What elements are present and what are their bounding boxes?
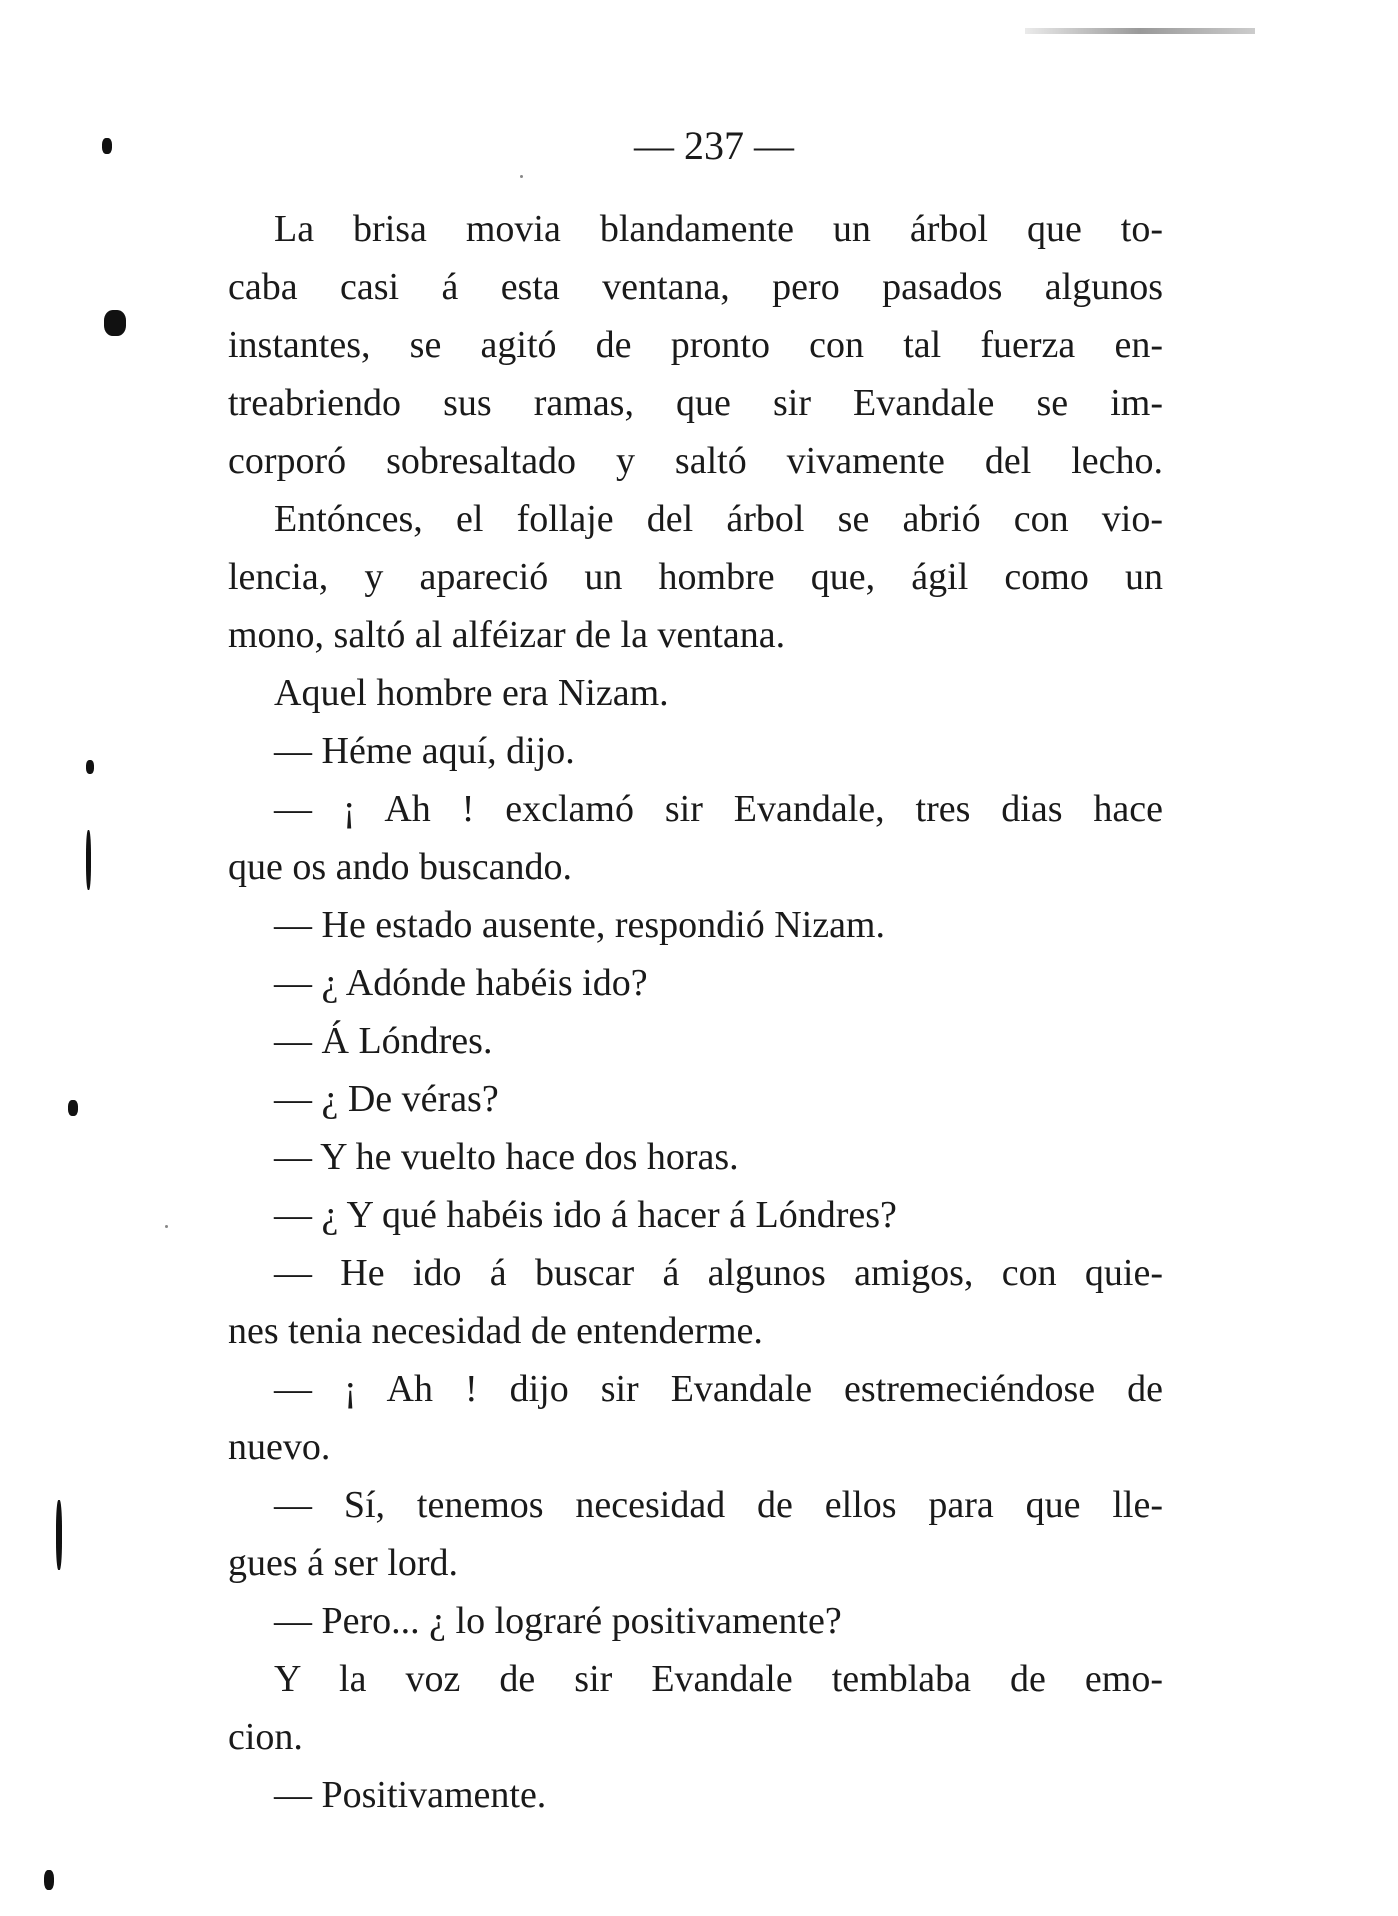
text-line: — Héme aquí, dijo. — [274, 730, 575, 772]
ink-mark — [56, 1500, 62, 1570]
text-line: corporó sobresaltado y saltó vivamente del lecho. — [228, 440, 1163, 482]
text-line: treabriendo sus ramas, que sir Evandale se im- — [228, 382, 1163, 424]
text-line: Y la voz de sir Evandale temblaba de emo- — [274, 1658, 1163, 1700]
ink-mark — [44, 1870, 54, 1890]
text-line: instantes, se agitó de pronto con tal fuerza en- — [228, 324, 1163, 366]
text-line: gues á ser lord. — [228, 1542, 459, 1584]
text-line: — ¡ Ah ! exclamó sir Evandale, tres dias hace — [274, 788, 1163, 830]
text-line: — He ido á buscar á algunos amigos, con quie- — [274, 1252, 1163, 1294]
ink-mark — [86, 760, 94, 774]
ink-mark — [104, 310, 126, 336]
text-line: Aquel hombre era Nizam. — [274, 672, 669, 714]
text-line: cion. — [228, 1716, 303, 1758]
speck — [520, 175, 523, 178]
text-line: Entónces, el follaje del árbol se abrió con vio- — [274, 498, 1163, 540]
ink-mark — [86, 830, 91, 890]
text-line: que os ando buscando. — [228, 846, 573, 888]
text-line: — Y he vuelto hace dos horas. — [274, 1136, 739, 1178]
speck — [165, 1225, 168, 1228]
text-line: mono, saltó al alféizar de la ventana. — [228, 614, 786, 656]
text-line: — Positivamente. — [274, 1774, 547, 1816]
body-text — [228, 200, 1163, 1824]
page-number: — 237 — — [634, 123, 794, 168]
text-line: — Á Lóndres. — [274, 1020, 493, 1062]
text-line: nes tenia necesidad de entenderme. — [228, 1310, 763, 1352]
text-line: lencia, y apareció un hombre que, ágil como un — [228, 556, 1163, 598]
text-line: caba casi á esta ventana, pero pasados algunos — [228, 266, 1163, 308]
text-line: — ¿ Adónde habéis ido? — [274, 962, 648, 1004]
text-line: — ¿ Y qué habéis ido á hacer á Lóndres? — [274, 1194, 897, 1236]
text-line: — Pero... ¿ lo lograré positivamente? — [274, 1600, 842, 1642]
text-line: nuevo. — [228, 1426, 331, 1468]
text-line: — He estado ausente, respondió Nizam. — [274, 904, 885, 946]
text-line: — Sí, tenemos necesidad de ellos para que lle- — [274, 1484, 1163, 1526]
scan-smudge — [1025, 28, 1255, 34]
ink-mark — [68, 1100, 78, 1116]
text-line: — ¡ Ah ! dijo sir Evandale estremeciéndose de — [274, 1368, 1163, 1410]
text-line: La brisa movia blandamente un árbol que to- — [274, 208, 1163, 250]
text-line: — ¿ De véras? — [274, 1078, 499, 1120]
